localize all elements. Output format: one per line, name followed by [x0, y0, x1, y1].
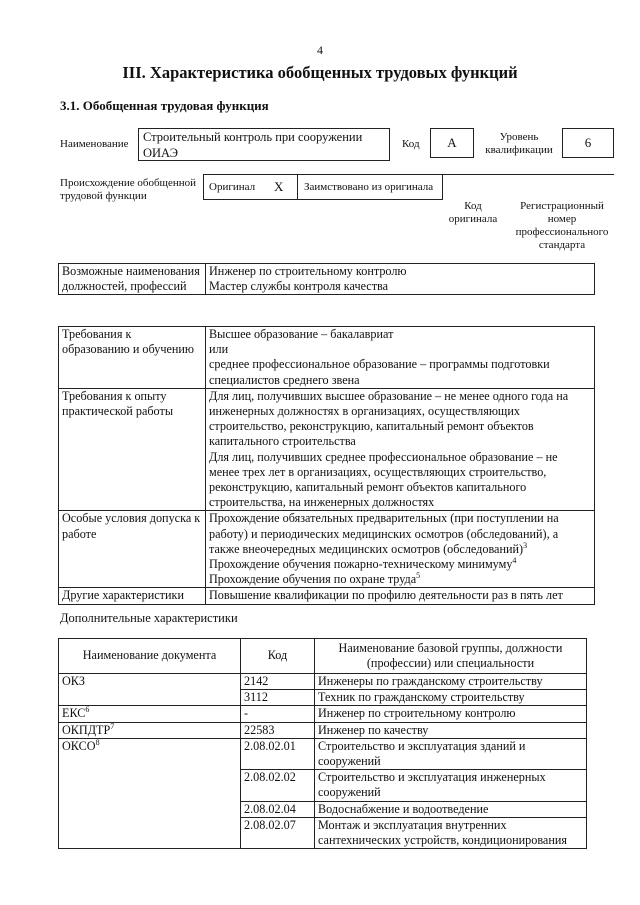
header-name: Наименование базовой группы, должности (профессии) или специальности	[315, 639, 587, 674]
cell-doc: ОКСО$^8$	[59, 738, 241, 769]
subsection-title: 3.1. Обобщенная трудовая функция	[60, 98, 269, 113]
cell-name: Инженеры по гражданскому строительству	[315, 674, 587, 690]
origin-label: Происхождение обобщенной трудовой функции	[60, 177, 197, 202]
level-label: Уровень квалификации	[485, 131, 553, 156]
cell-code: -	[241, 706, 315, 722]
requirement-row-education	[59, 327, 595, 389]
header-code: Код	[241, 639, 315, 674]
original-cell	[203, 174, 298, 200]
section-title: III. Характеристика обобщенных трудовых функций	[122, 63, 518, 82]
requirement-value	[206, 511, 595, 588]
requirement-line: Для лиц, получивших высшее образование – не менее одного года на инженерных должностях в организациях, осуществляющих строительство, реконструкцию, капитальный ремонт объектов капитального строительства	[209, 388, 569, 449]
requirement-label: Требования к опыту практической работы	[59, 388, 206, 511]
cell-code: 2142	[241, 674, 315, 690]
cell-code: 22583	[241, 722, 315, 738]
cell-doc: ЕКС$^6$	[59, 706, 241, 722]
cell-code: 3112	[241, 690, 315, 706]
additional-title: Дополнительные характеристики	[60, 611, 238, 625]
cell-name: Строительство и эксплуатация зданий и сооружений	[315, 738, 587, 769]
requirement-value	[206, 388, 595, 511]
footnote-mark: 7	[110, 721, 115, 731]
cell-code: 2.08.02.02	[241, 770, 315, 801]
reg-number-label: Регистрационный номер профессионального стандарта	[515, 200, 609, 251]
requirement-label: Другие характеристики	[59, 588, 206, 604]
reg-number-cell	[506, 174, 614, 200]
cell-doc	[59, 801, 241, 817]
table-row	[59, 674, 587, 690]
requirement-line: Прохождение обязательных предварительных (при поступлении на работу) и периодических медицинских осмотров (обследований), а также внеочередных медицинских осмотров (обследований)$^3$	[209, 511, 559, 556]
cell-name: Техник по гражданскому строительству	[315, 690, 587, 706]
requirement-line: среднее профессиональное образование – программы подготовки специалистов среднего звена	[209, 357, 550, 387]
requirement-line: Высшее образование – бакалавриат	[209, 327, 394, 341]
code-original-label: Код оригинала	[448, 200, 498, 225]
table-row	[59, 770, 587, 801]
footnote-mark: 3	[523, 540, 528, 550]
footnote-mark: 6	[85, 705, 90, 715]
requirement-row-special-conditions	[59, 511, 595, 588]
page-number: 4	[317, 43, 323, 57]
requirement-label: Требования к образованию и обучению	[59, 327, 206, 389]
requirement-line: Повышение квалификации по профилю деятельности раз в пять лет	[209, 588, 563, 603]
level-value: 6	[562, 128, 614, 158]
cell-name: Монтаж и эксплуатация внутренних сантехнических устройств, кондиционирования	[315, 817, 587, 848]
code-label: Код	[402, 138, 420, 150]
table-row	[59, 690, 587, 706]
requirement-row-experience	[59, 388, 595, 511]
requirement-line: Для лиц, получивших среднее профессиональное образование – не менее трех лет в организациях, осуществляющих строительство, реконструкцию, капитальный ремонт объектов капитального строительства, на инженерных должностях	[209, 449, 558, 510]
cell-code: 2.08.02.04	[241, 801, 315, 817]
borrowed-label: Заимствовано из оригинала	[304, 181, 434, 193]
cell-name: Строительство и эксплуатация инженерных сооружений	[315, 770, 587, 801]
cell-name: Инженер по строительному контролю	[315, 706, 587, 722]
requirement-line: Прохождение обучения пожарно-техническому минимуму$^4$	[209, 555, 517, 572]
requirement-label: Особые условия допуска к работе	[59, 511, 206, 588]
table-row	[59, 738, 587, 769]
name-label: Наименование	[60, 138, 129, 150]
code-original-cell	[442, 174, 506, 200]
header-doc: Наименование документа	[59, 639, 241, 674]
position-item: Мастер службы контроля качества	[209, 279, 389, 294]
footnote-mark: 4	[512, 555, 517, 565]
position-item: Инженер по строительному контролю	[209, 264, 407, 278]
requirement-value	[206, 327, 595, 389]
cell-code: 2.08.02.01	[241, 738, 315, 769]
cell-name: Инженер по качеству	[315, 722, 587, 738]
table-header-row	[59, 639, 587, 674]
cell-doc	[59, 817, 241, 848]
borrowed-cell	[297, 174, 443, 200]
table-row	[59, 817, 587, 848]
requirement-line: или	[209, 342, 229, 357]
cell-code: 2.08.02.07	[241, 817, 315, 848]
original-mark: X	[274, 179, 284, 194]
table-row	[59, 801, 587, 817]
requirements-table	[58, 326, 595, 605]
cell-doc	[59, 770, 241, 801]
requirement-value	[206, 588, 595, 604]
requirement-row-other	[59, 588, 595, 604]
additional-table	[58, 638, 587, 849]
code-value: А	[430, 128, 474, 158]
cell-name: Водоснабжение и водоотведение	[315, 801, 587, 817]
footnote-mark: 8	[95, 737, 100, 747]
table-row	[59, 722, 587, 738]
cell-doc	[59, 690, 241, 706]
footnote-mark: 5	[416, 571, 421, 581]
original-label: Оригинал	[209, 181, 256, 193]
table-row	[59, 706, 587, 722]
cell-doc: ОКПДТР$^7$	[59, 722, 241, 738]
positions-table	[58, 263, 595, 295]
cell-doc: ОКЗ	[59, 674, 241, 690]
positions-label: Возможные наименования должностей, профессий	[59, 264, 206, 295]
requirement-line: Прохождение обучения по охране труда$^5$	[209, 571, 421, 587]
positions-values	[206, 264, 595, 295]
name-value: Строительный контроль при сооружении ОИАЭ	[138, 128, 390, 161]
